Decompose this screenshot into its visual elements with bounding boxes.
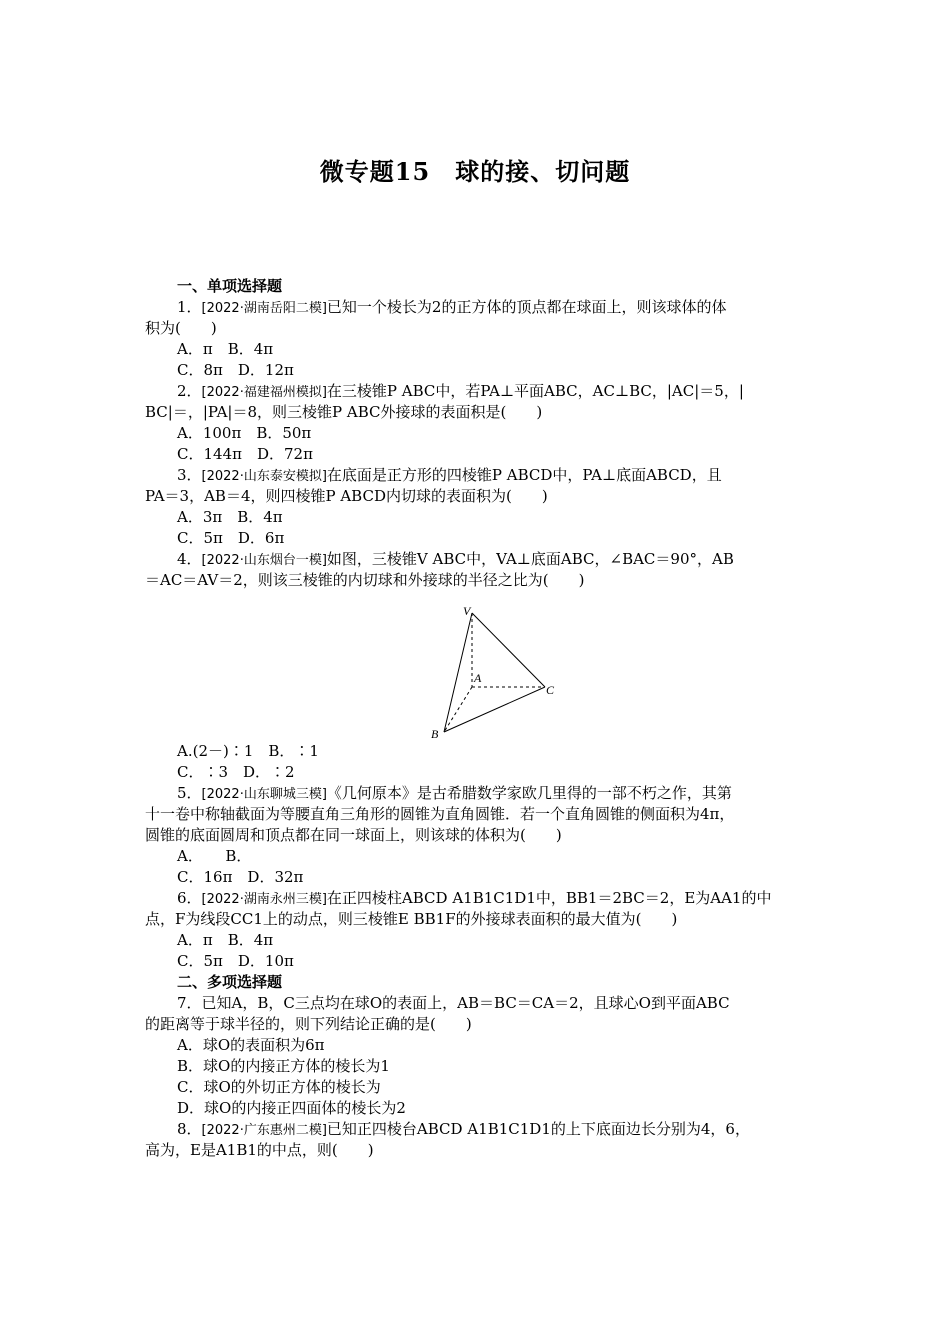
question-8-line-2: 高为，E是A1B1的中点，则( ) bbox=[145, 1141, 374, 1159]
question-4-options-cd: C．∶3 D．∶2 bbox=[177, 763, 295, 781]
question-source: [2022·湖南岳阳二模] bbox=[201, 301, 327, 316]
question-1-line-2: 积为( ) bbox=[145, 319, 217, 337]
vertex-label-a: A bbox=[474, 671, 482, 685]
question-5-options-cd: C．16π D．32π bbox=[177, 868, 304, 886]
pyramid-figure bbox=[145, 591, 807, 741]
question-6-line-2: 点，F为线段CC1上的动点，则三棱锥E BB1F的外接球表面积的最大值为( ) bbox=[145, 910, 678, 928]
question-source: [2022·湖南永州三模] bbox=[201, 892, 327, 907]
question-2-options-cd: C．144π D．72π bbox=[177, 445, 313, 463]
section-heading-single-choice: 一、单项选择题 bbox=[177, 277, 283, 295]
question-3-options-ab: A．3π B．4π bbox=[177, 508, 283, 526]
question-7-line-2: 的距离等于球半径的，则下列结论正确的是( ) bbox=[145, 1015, 472, 1033]
question-7-option-b: B．球O的内接正方体的棱长为1 bbox=[177, 1057, 390, 1075]
question-2-line-1: 2．[2022·福建福州模拟]在三棱锥P ABC中，若PA⊥平面ABC，AC⊥BC，|AC|＝5，| bbox=[177, 382, 744, 400]
problem-list bbox=[145, 276, 807, 1161]
question-1-options-cd: C．8π D．12π bbox=[177, 361, 294, 379]
question-7-option-d: D．球O的内接正四面体的棱长为2 bbox=[177, 1099, 406, 1117]
question-5-options-ab: A． B． bbox=[177, 847, 252, 865]
question-1-options-ab: A．π B．4π bbox=[177, 340, 274, 358]
question-2-line-2: BC|＝，|PA|＝8，则三棱锥P ABC外接球的表面积是( ) bbox=[145, 403, 543, 421]
vertex-label-c: C bbox=[546, 683, 555, 697]
question-4-line-2: ＝AC＝AV＝2，则该三棱锥的内切球和外接球的半径之比为( ) bbox=[145, 571, 585, 589]
question-5-line-1: 5．[2022·山东聊城三模]《几何原本》是古希腊数学家欧几里得的一部不朽之作，其第 bbox=[177, 784, 732, 802]
edge-vb bbox=[444, 613, 472, 732]
question-4-line-1: 4．[2022·山东烟台一模]如图，三棱锥V ABC中，VA⊥底面ABC，∠BAC＝90°，AB bbox=[177, 550, 734, 568]
question-6-options-cd: C．5π D．10π bbox=[177, 952, 294, 970]
question-3-line-1: 3．[2022·山东泰安模拟]在底面是正方形的四棱锥P ABCD中，PA⊥底面ABCD，且 bbox=[177, 466, 722, 484]
question-3-options-cd: C．5π D．6π bbox=[177, 529, 285, 547]
page-title: 微专题15 球的接、切问题 bbox=[319, 157, 631, 186]
question-5-line-2: 十一卷中称轴截面为等腰直角三角形的圆锥为直角圆锥．若一个直角圆锥的侧面积为4π， bbox=[145, 805, 735, 823]
tetrahedron-diagram bbox=[425, 591, 565, 741]
question-source: [2022·山东烟台一模] bbox=[201, 553, 327, 568]
section-heading-multi-choice: 二、多项选择题 bbox=[177, 973, 283, 991]
question-source: [2022·广东惠州二模] bbox=[201, 1123, 327, 1138]
question-source: [2022·福建福州模拟] bbox=[201, 385, 327, 400]
question-source: [2022·山东泰安模拟] bbox=[201, 469, 327, 484]
question-3-line-2: PA＝3，AB＝4，则四棱锥P ABCD内切球的表面积为( ) bbox=[145, 487, 548, 505]
question-1-line-1: 1．[2022·湖南岳阳二模]已知一个棱长为2的正方体的顶点都在球面上，则该球体的体 bbox=[177, 298, 727, 316]
question-7-option-a: A．球O的表面积为6π bbox=[177, 1036, 325, 1054]
question-5-line-3: 圆锥的底面圆周和顶点都在同一球面上，则该球的体积为( ) bbox=[145, 826, 562, 844]
question-7-option-c: C．球O的外切正方体的棱长为 bbox=[177, 1078, 381, 1096]
question-6-line-1: 6．[2022·湖南永州三模]在正四棱柱ABCD A1B1C1D1中，BB1＝2BC＝2，E为AA1的中 bbox=[177, 889, 772, 907]
question-8-line-1: 8．[2022·广东惠州二模]已知正四棱台ABCD A1B1C1D1的上下底面边长分别为4，6， bbox=[177, 1120, 750, 1138]
question-source: [2022·山东聊城三模] bbox=[201, 787, 327, 802]
edge-vc bbox=[472, 613, 545, 687]
edge-bc bbox=[444, 687, 545, 732]
vertex-label-b: B bbox=[431, 727, 439, 741]
question-4-options-ab: A.(2－)∶1 B．∶1 bbox=[177, 742, 319, 760]
vertex-label-v: V bbox=[463, 604, 471, 618]
question-2-options-ab: A．100π B．50π bbox=[177, 424, 312, 442]
question-6-options-ab: A．π B．4π bbox=[177, 931, 274, 949]
question-7-line-1: 7．已知A，B，C三点均在球O的表面上，AB＝BC＝CA＝2，且球心O到平面ABC bbox=[177, 994, 730, 1012]
